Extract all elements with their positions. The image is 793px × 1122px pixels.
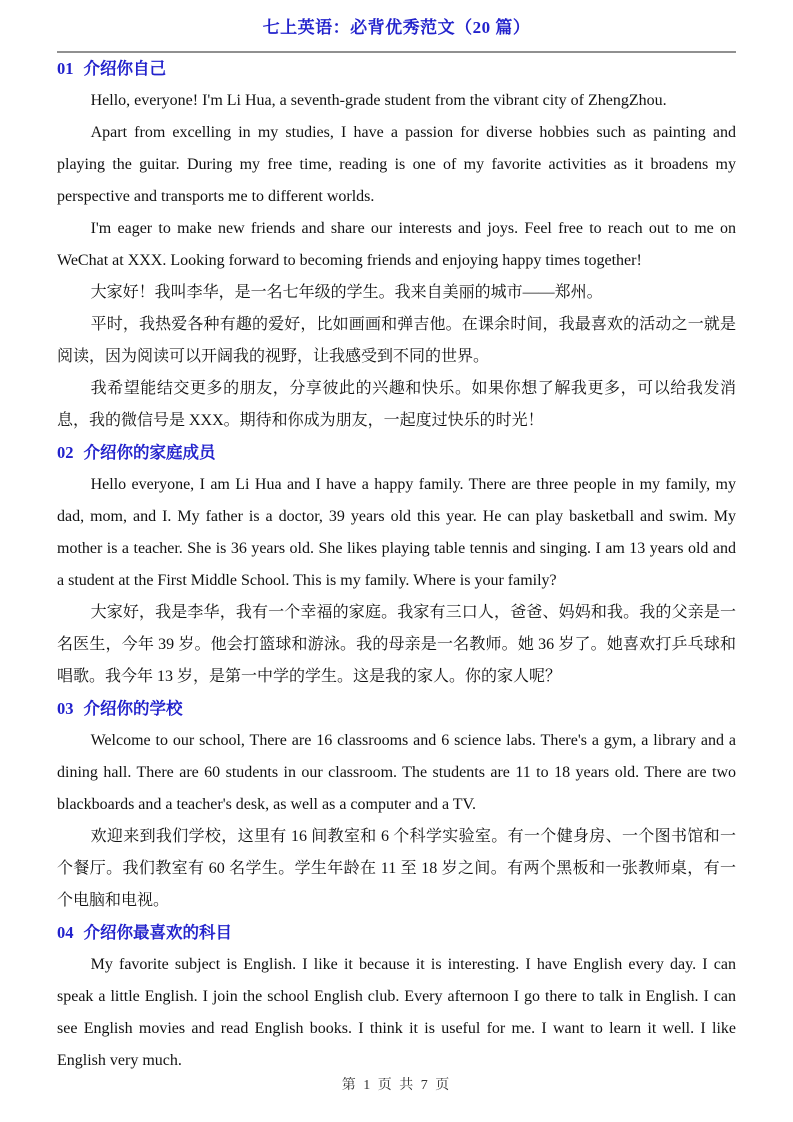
paragraph: Welcome to our school, There are 16 classrooms and 6 science labs. There's a gym, a library and a dining hall. There are 60 students in our classroom. The students are 11 to 18 years old. There are two blackboards and a teacher's desk, as well as a computer and a TV. xyxy=(57,732,736,813)
page-header xyxy=(57,14,736,53)
paragraph: 欢迎来到我们学校，这里有 16 间教室和 6 个科学实验室。有一个健身房、一个图书馆和一个餐厅。我们教室有 60 名学生。学生年龄在 11 至 18 岁之间。有两个黑板和一张教师桌，有一个电脑和电视。 xyxy=(57,828,736,909)
section-heading xyxy=(57,917,736,949)
section-04 xyxy=(57,917,736,1077)
paragraph: 大家好！我叫李华，是一名七年级的学生。我来自美丽的城市——郑州。 xyxy=(90,284,603,301)
paragraph: Hello, everyone! I'm Li Hua, a seventh-grade student from the vibrant city of ZhengZhou. xyxy=(90,92,667,109)
section-title-text: 介绍你的学校 xyxy=(83,699,183,718)
document-title: 七上英语：必背优秀范文（20 篇） xyxy=(262,18,531,37)
section-title-text: 介绍你的家庭成员 xyxy=(83,443,216,462)
section-number: 01 xyxy=(57,59,74,78)
section-number: 04 xyxy=(57,923,74,942)
section-heading xyxy=(57,53,736,85)
section-title-text: 介绍你最喜欢的科目 xyxy=(83,923,232,942)
section-02 xyxy=(57,437,736,693)
section-heading xyxy=(57,693,736,725)
section-number: 03 xyxy=(57,699,74,718)
paragraph: 我希望能结交更多的朋友，分享彼此的兴趣和快乐。如果你想了解我更多，可以给我发消息，我的微信号是 XXX。期待和你成为朋友，一起度过快乐的时光！ xyxy=(57,380,736,429)
paragraph: My favorite subject is English. I like it because it is interesting. I have English every day. I can speak a little English. I join the school English club. Every afternoon I go there to talk in English. I can see English movies and read English books. I think it is useful for me. I want to learn it well. I like English very much. xyxy=(57,956,736,1069)
paragraph: Hello everyone, I am Li Hua and I have a happy family. There are three people in my family, my dad, mom, and I. My father is a doctor, 39 years old this year. He can play basketball and swim. My mother is a teacher. She is 36 years old. She likes playing table tennis and singing. I am 13 years old and a student at the First Middle School. This is my family. Where is your family? xyxy=(57,476,736,589)
paragraph: Apart from excelling in my studies, I have a passion for diverse hobbies such as painting and playing the guitar. During my free time, reading is one of my favorite activities as it broadens my perspective and transports me to different worlds. xyxy=(57,124,736,205)
paragraph: I'm eager to make new friends and share our interests and joys. Feel free to reach out to me on WeChat at XXX. Looking forward to becoming friends and enjoying happy times together! xyxy=(57,220,736,269)
section-title-text: 介绍你自己 xyxy=(83,59,166,78)
page-number: 第 1 页 共 7 页 xyxy=(341,1078,452,1093)
document-body xyxy=(57,53,736,1077)
section-03 xyxy=(57,693,736,917)
page-footer xyxy=(0,1074,793,1094)
section-heading xyxy=(57,437,736,469)
section-number: 02 xyxy=(57,443,74,462)
section-01 xyxy=(57,53,736,437)
paragraph: 大家好，我是李华，我有一个幸福的家庭。我家有三口人，爸爸、妈妈和我。我的父亲是一名医生，今年 39 岁。他会打篮球和游泳。我的母亲是一名教师。她 36 岁了。她喜欢打乒乓球和唱歌。我今年 13 岁，是第一中学的学生。这是我的家人。你的家人呢？ xyxy=(57,604,736,685)
paragraph: 平时，我热爱各种有趣的爱好，比如画画和弹吉他。在课余时间，我最喜欢的活动之一就是阅读，因为阅读可以开阔我的视野，让我感受到不同的世界。 xyxy=(57,316,736,365)
